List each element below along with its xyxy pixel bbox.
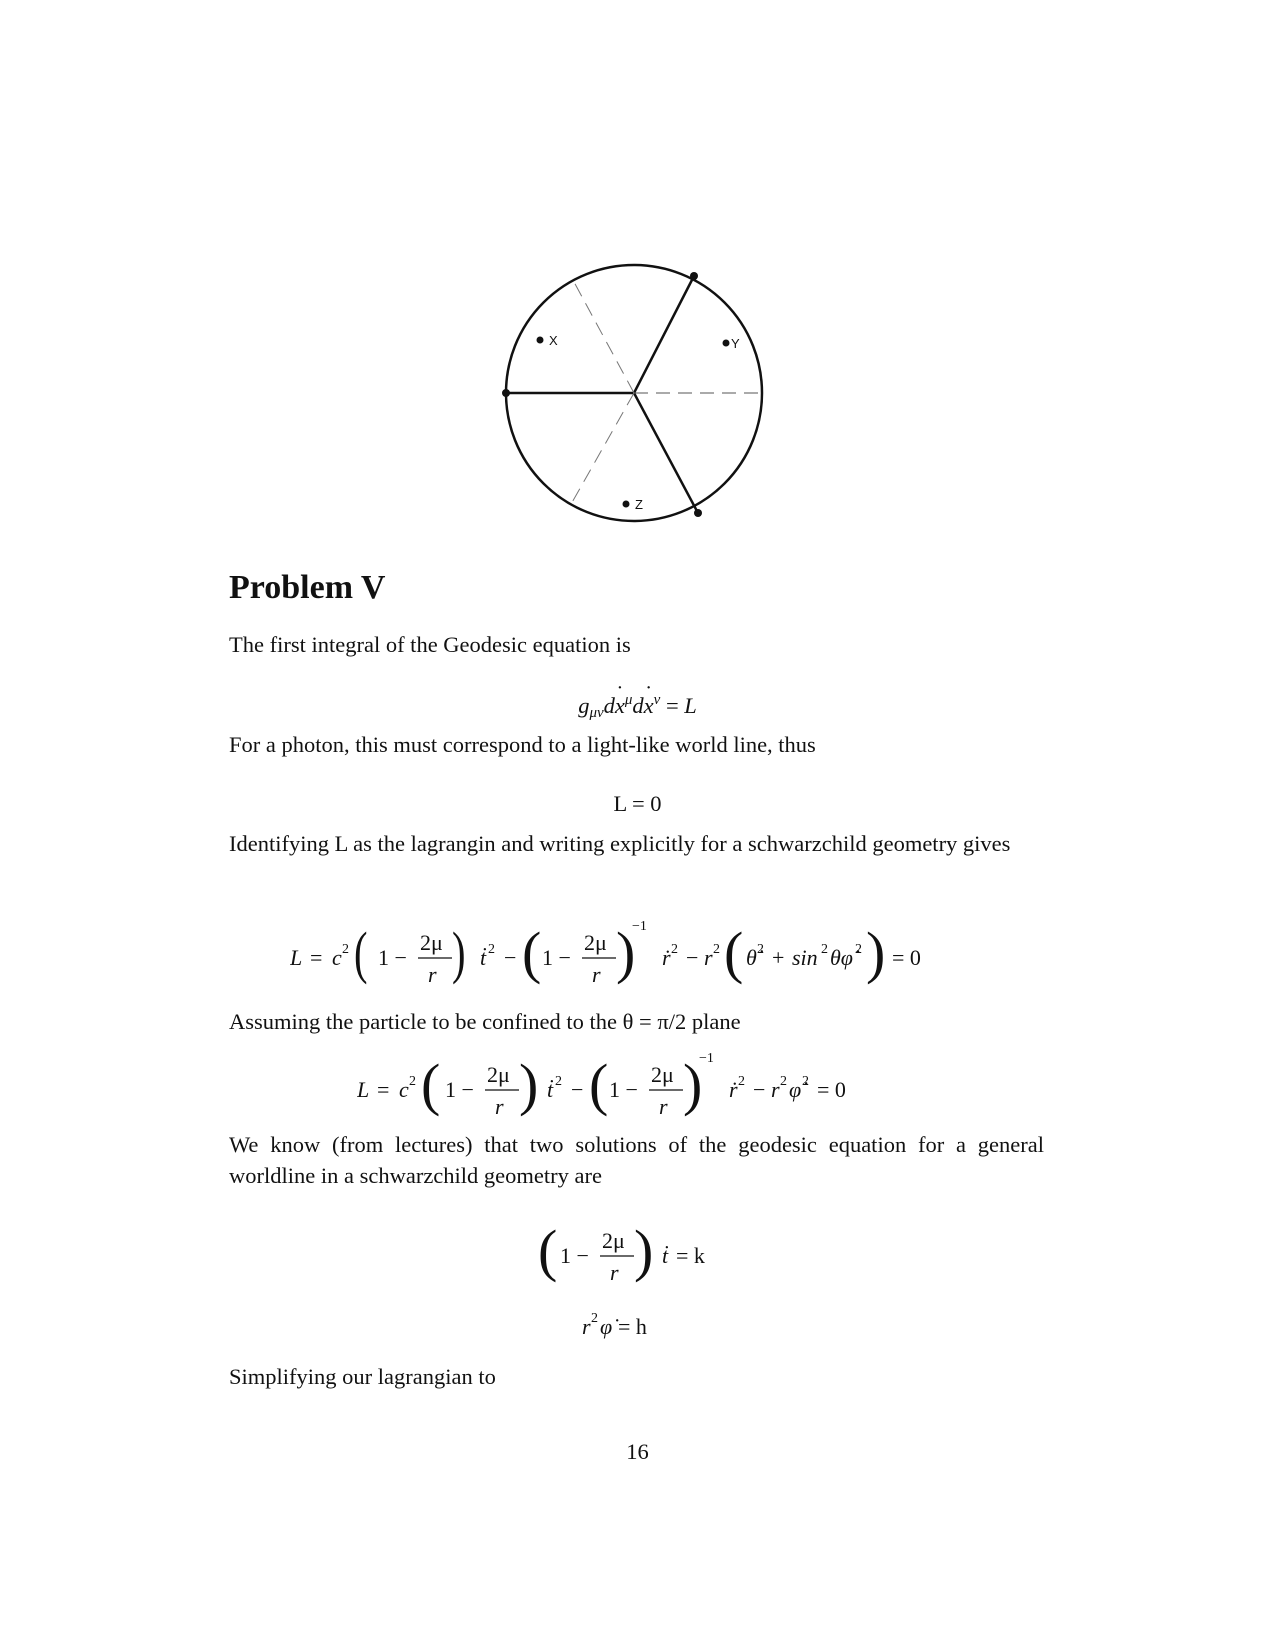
svg-text:(: ( [522,920,542,985]
svg-text:ṫ: ṫ [480,945,487,970]
svg-text:): ) [452,920,466,985]
paragraph-theta-plane: Assuming the particle to be confined to the θ = π/2 plane [229,1009,741,1034]
svg-text:2μ: 2μ [487,1062,510,1087]
svg-text:r: r [582,1314,591,1339]
equation-l-zero: L = 0 [613,791,662,816]
svg-text:1 −: 1 − [609,1077,638,1102]
svg-text:2: 2 [738,1074,745,1089]
svg-text:ṙ: ṙ [662,945,671,970]
svg-text:2: 2 [342,942,349,957]
svg-text:r: r [592,962,601,987]
endpoint-dot-left [502,389,510,397]
svg-text:2μ: 2μ [651,1062,674,1087]
svg-text:−: − [571,1077,584,1102]
svg-text:2μ: 2μ [420,930,443,955]
equation-angular-momentum [582,1306,692,1346]
point-y-dot [723,340,730,347]
svg-text:φ̇: φ̇ [600,1314,613,1339]
svg-text:−1: −1 [699,1052,714,1066]
svg-text:): ) [616,920,636,985]
paragraph-photon: For a photon, this must correspond to a light-like world line, thus [229,732,816,757]
endpoint-dot-top [690,272,698,280]
svg-text:): ) [634,1218,654,1283]
svg-text:L: L [357,1077,370,1102]
point-y-label: Y [731,336,740,351]
equation-first-integral: $g_{\mu\nu}dx$ ˙$^\mu$dx ˙$^\nu$ = L [0,693,1275,721]
svg-text:2: 2 [855,942,862,957]
svg-text:r: r [495,1094,504,1119]
equation-lagrangian-full [290,920,950,1000]
svg-text:= 0: = 0 [817,1077,846,1102]
equation-energy [538,1218,738,1298]
radius-top-right [634,276,694,393]
svg-text:=: = [377,1077,390,1102]
svg-text:L: L [290,945,303,970]
point-x-label: X [549,333,558,348]
dashed-radius-top-left [574,282,634,393]
svg-text:2: 2 [757,942,764,957]
circle-diagram [486,262,786,552]
point-z-label: Z [635,497,643,512]
svg-text:=: = [310,945,323,970]
paragraph-schwarzchild: Identifying L as the lagrangin and writing explicitly for a schwarzchild geometry gives [229,831,1011,856]
svg-text:c: c [399,1077,409,1102]
svg-text:ṙ: ṙ [729,1077,738,1102]
section-heading: Problem V [229,569,386,606]
svg-text:): ) [519,1052,539,1117]
svg-text:= h: = h [618,1314,647,1339]
svg-text:): ) [683,1052,703,1117]
point-x-dot [537,337,544,344]
page-number: 16 [626,1439,649,1464]
svg-text:θ̇: θ̇ [746,945,757,970]
paragraph-solutions: We know (from lectures) that two solutions of the geodesic equation for a general worldline in a schwarzchild geometry are [229,1132,1044,1188]
dashed-radius-bottom-left [570,393,634,506]
svg-text:): ) [866,920,886,985]
svg-text:2: 2 [591,1311,598,1326]
endpoint-dot-bottom [694,509,702,517]
equation-lagrangian-plane [357,1052,877,1132]
svg-text:1 −: 1 − [542,945,571,970]
paragraph-first-integral: The first integral of the Geodesic equation is [229,632,631,657]
radius-bottom-right [634,393,698,513]
svg-text:2: 2 [802,1074,809,1089]
svg-text:2: 2 [488,942,495,957]
svg-text:1 −: 1 − [445,1077,474,1102]
svg-text:= k: = k [676,1243,705,1268]
svg-text:2: 2 [713,942,720,957]
svg-text:sin: sin [792,945,818,970]
paragraph-simplifying: Simplifying our lagrangian to [229,1364,496,1389]
svg-text:φ̇: φ̇ [789,1077,802,1102]
svg-text:r: r [704,945,713,970]
svg-text:−: − [753,1077,766,1102]
svg-text:= 0: = 0 [892,945,921,970]
svg-text:2: 2 [780,1074,787,1089]
svg-text:r: r [659,1094,668,1119]
svg-text:(: ( [421,1052,441,1117]
point-z-dot [623,501,630,508]
svg-text:ṫ: ṫ [662,1243,669,1268]
svg-text:−: − [504,945,517,970]
svg-text:r: r [428,962,437,987]
svg-text:−1: −1 [632,920,647,934]
svg-text:(: ( [589,1052,609,1117]
svg-text:2: 2 [409,1074,416,1089]
svg-text:2μ: 2μ [584,930,607,955]
svg-text:r: r [610,1260,619,1285]
svg-text:r: r [771,1077,780,1102]
svg-text:−: − [686,945,699,970]
svg-text:2μ: 2μ [602,1228,625,1253]
svg-text:+: + [772,945,785,970]
svg-text:(: ( [538,1218,558,1283]
svg-text:θφ̇: θφ̇ [830,945,853,970]
svg-text:(: ( [354,920,368,985]
svg-text:(: ( [724,920,744,985]
svg-text:c: c [332,945,342,970]
svg-text:2: 2 [555,1074,562,1089]
svg-text:ṫ: ṫ [547,1077,554,1102]
svg-text:1 −: 1 − [378,945,407,970]
svg-text:2: 2 [821,942,828,957]
svg-text:2: 2 [671,942,678,957]
svg-text:1 −: 1 − [560,1243,589,1268]
